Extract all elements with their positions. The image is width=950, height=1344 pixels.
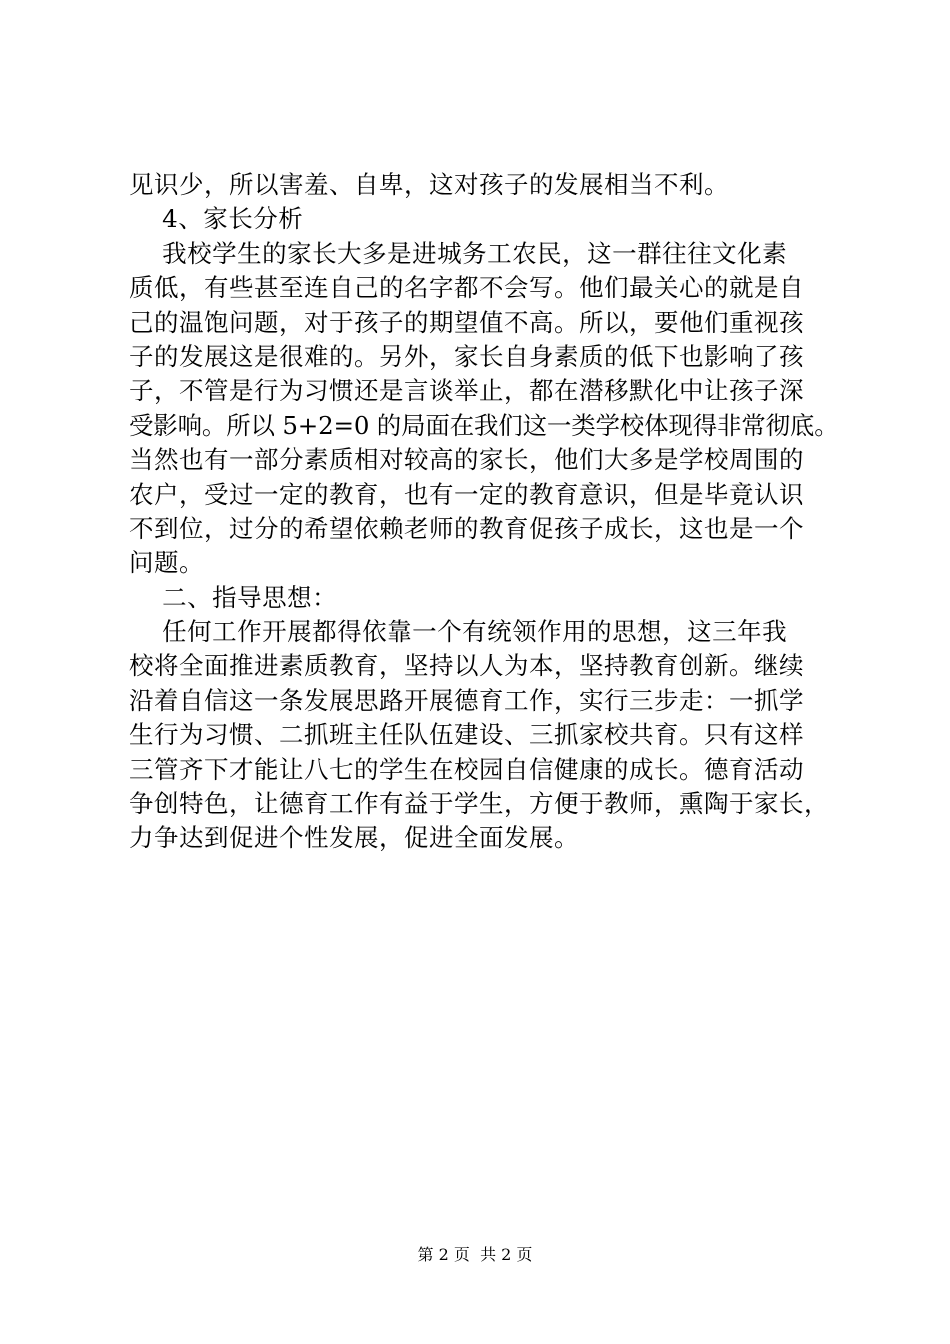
text-line: 沿着自信这一条发展思路开展德育工作，实行三步走：一抓学 [129,685,804,715]
text-line: 见识少，所以害羞、自卑，这对孩子的发展相当不利。 [129,170,729,199]
section-heading: 4、家长分析 [129,204,304,234]
text-line: 己的温饱问题，对于孩子的期望值不高。所以，要他们重视孩 [129,307,804,337]
text-line: 不到位，过分的希望依赖老师的教育促孩子成长，这也是一个 [129,513,804,543]
text-line: 任何工作开展都得依靠一个有统领作用的思想，这三年我 [129,617,788,647]
text-line: 争创特色，让德育工作有益于学生，方便于教师，熏陶于家长， [129,789,829,819]
text-line: 当然也有一部分素质相对较高的家长，他们大多是学校周围的 [129,445,804,475]
text-line: 生行为习惯、二抓班主任队伍建设、三抓家校共育。只有这样 [129,720,804,750]
text-line: 校将全面推进素质教育，坚持以人为本，坚持教育创新。继续 [129,651,804,681]
text-line: 子的发展这是很难的。另外，家长自身素质的低下也影响了孩 [129,341,804,371]
text-line: 质低，有些甚至连自己的名字都不会写。他们最关心的就是自 [129,273,804,303]
text-line: 子，不管是行为习惯还是言谈举止，都在潜移默化中让孩子深 [129,376,804,406]
page-number-footer: 第 2 页 共 2 页 [417,1245,533,1264]
text-line: 农户，受过一定的教育，也有一定的教育意识，但是毕竟认识 [129,479,804,509]
section-heading: 二、指导思想： [129,582,338,612]
text-line: 受影响。所以 5+2=0 的局面在我们这一类学校体现得非常彻底。 [129,410,839,440]
text-line: 三管齐下才能让八七的学生在校园自信健康的成长。德育活动 [129,754,804,784]
text-line: 我校学生的家长大多是进城务工农民，这一群往往文化素 [129,238,788,268]
body-text [129,168,839,856]
text-line: 力争达到促进个性发展，促进全面发展。 [129,823,579,853]
text-line: 问题。 [129,548,204,578]
